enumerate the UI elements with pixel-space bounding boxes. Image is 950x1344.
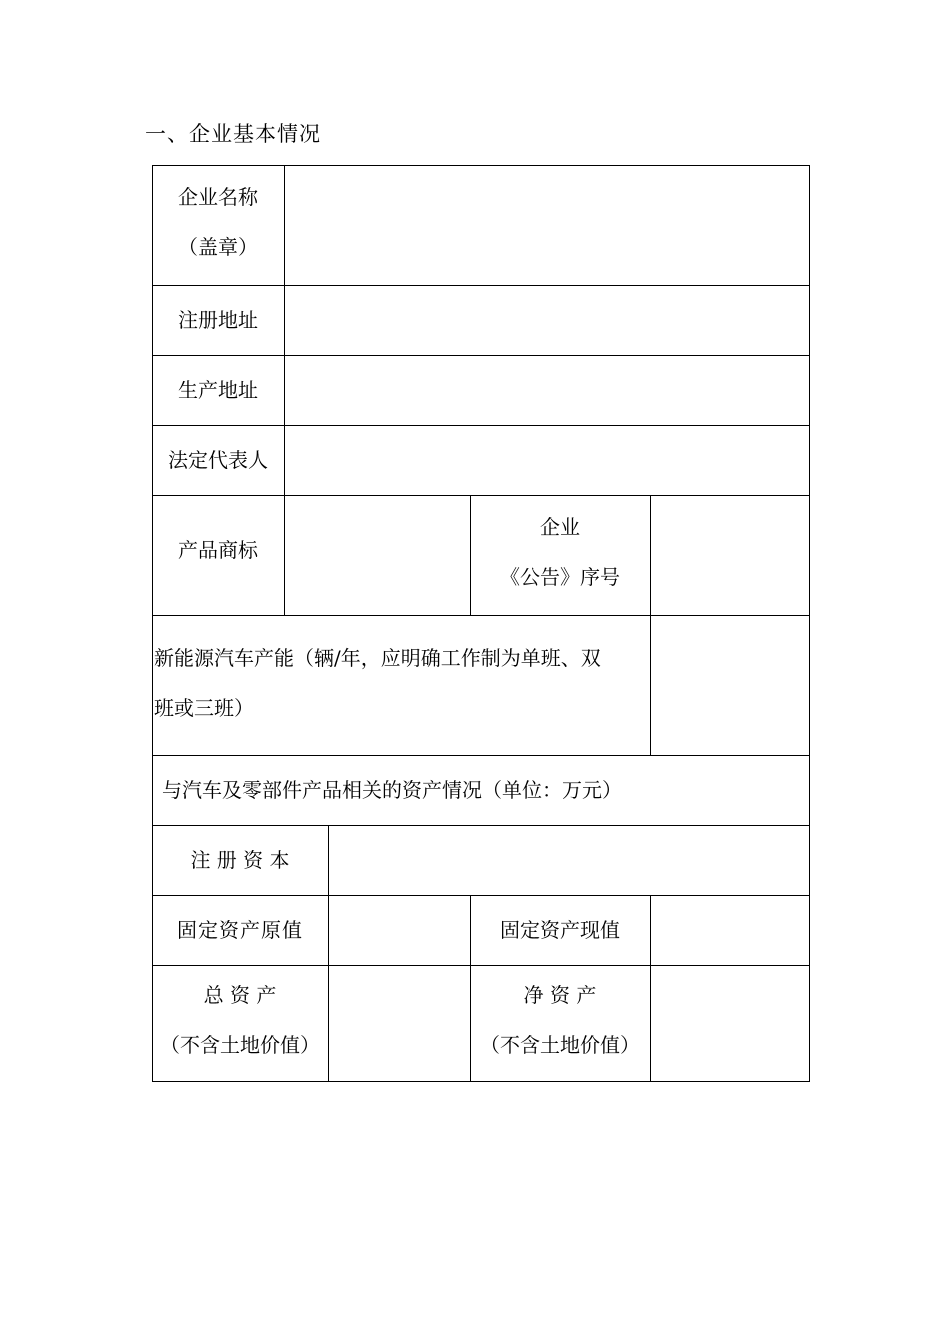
announcement-number-field[interactable] [651,496,809,615]
registered-capital-label: 注 册 资 本 [190,848,290,872]
product-trademark-label: 产品商标 [178,538,258,562]
net-assets-field[interactable] [651,966,809,1081]
legal-representative-field[interactable] [285,426,809,495]
registered-capital-field[interactable] [329,826,809,895]
ev-capacity-label: 新能源汽车产能（辆/年，应明确工作制为单班、双 班或三班） [154,646,601,720]
fixed-assets-original-label: 固定资产原值 [177,918,303,942]
total-assets-label: 总 资 产 （不含土地价值） [160,983,320,1057]
assets-header: 与汽车及零部件产品相关的资产情况（单位：万元） [162,778,622,802]
production-address-field[interactable] [285,356,809,425]
production-address-label: 生产地址 [178,378,258,402]
net-assets-label: 净 资 产 （不含土地价值） [480,983,640,1057]
fixed-assets-current-field[interactable] [651,896,809,965]
total-assets-field[interactable] [329,966,470,1081]
company-name-label: 企业名称 （盖章） [178,185,258,259]
section-title: 一、企业基本情况 [145,122,321,146]
fixed-assets-original-field[interactable] [329,896,470,965]
legal-representative-label: 法定代表人 [168,448,268,472]
product-trademark-field[interactable] [285,496,470,615]
registered-address-field[interactable] [285,286,809,355]
enterprise-info-table [152,165,810,1082]
company-name-field[interactable] [285,166,809,285]
ev-capacity-field[interactable] [651,616,809,755]
announcement-number-label: 企业 《公告》序号 [500,515,620,589]
fixed-assets-current-label: 固定资产现值 [500,918,620,942]
registered-address-label: 注册地址 [178,308,258,332]
